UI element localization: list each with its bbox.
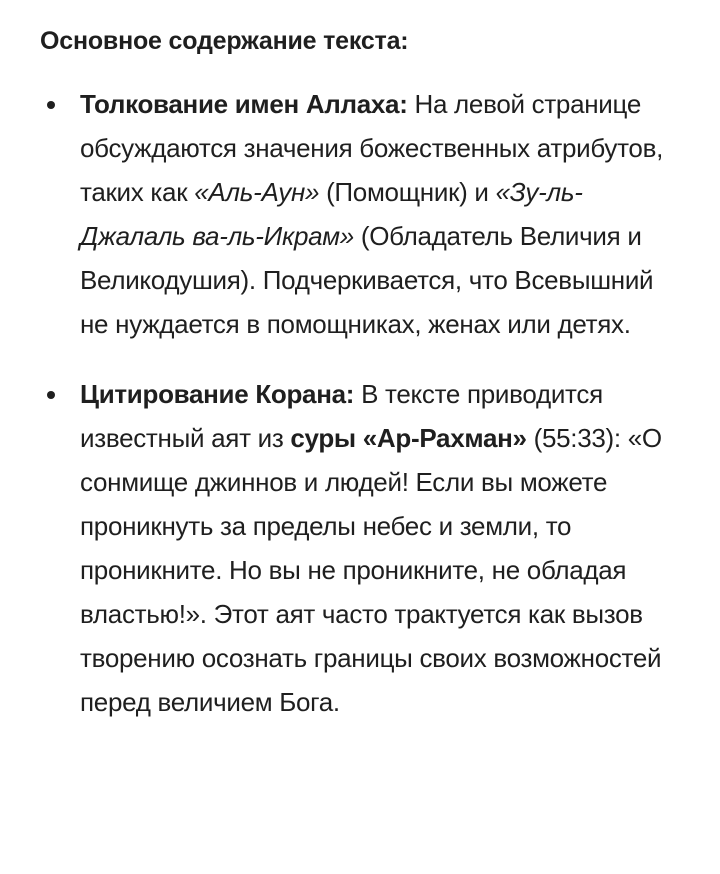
list-item-quran-quote: [40, 372, 680, 724]
point-text: В тексте приводится известный аят из: [80, 379, 603, 453]
point-title: Цитирование Корана:: [80, 379, 355, 409]
content-list: [40, 82, 680, 724]
point-text: (Помощник) и: [319, 177, 496, 207]
attribute-name: «Аль-Аун»: [194, 177, 320, 207]
attribute-name: «Зу-ль-Джалаль ва-ль-Икрам»: [80, 177, 583, 251]
surah-name: суры «Ар-Рахман»: [290, 423, 527, 453]
section-heading: Основное содержание текста:: [40, 27, 409, 55]
list-item-names-of-allah: [40, 82, 680, 346]
point-text: (Обладатель Величия и Великодушия). Подчеркивается, что Всевышний не нуждается в помощниках, женах или детях.: [80, 221, 654, 339]
point-title: Толкование имен Аллаха:: [80, 89, 408, 119]
point-text: (55:33): «О сонмище джиннов и людей! Если вы можете проникнуть за пределы небес и земли, то проникните. Но вы не проникните, не обладая властью!». Этот аят часто трактуется как вызов творению осознать границы своих возможностей перед величием Бога.: [80, 423, 662, 717]
point-text: На левой странице обсуждаются значения божественных атрибутов, таких как: [80, 89, 664, 207]
